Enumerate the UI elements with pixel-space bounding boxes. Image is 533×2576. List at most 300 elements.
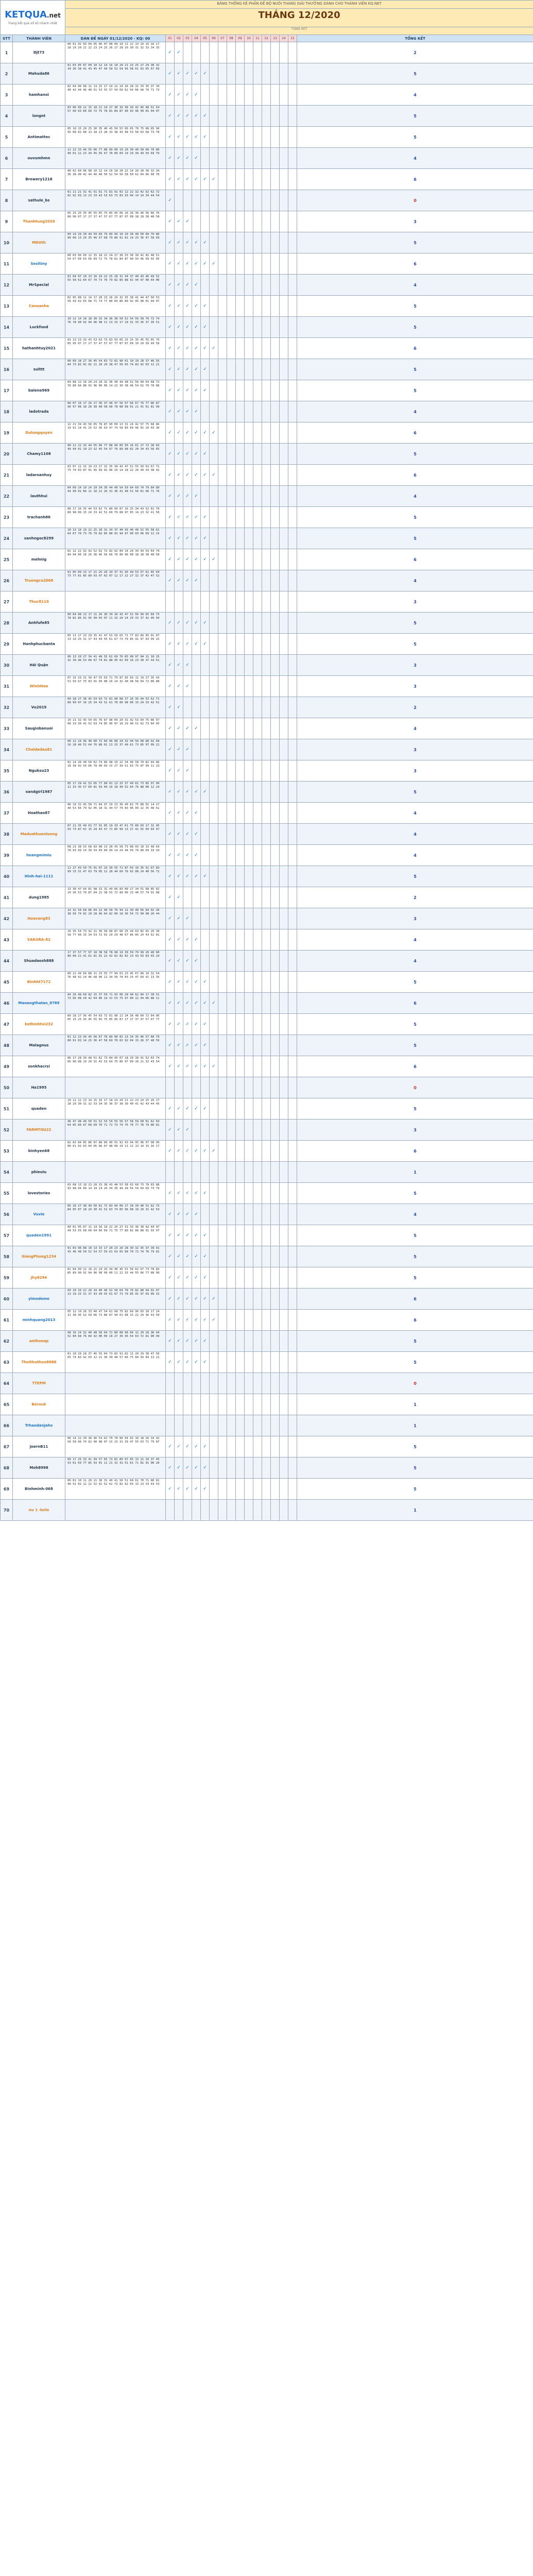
member-name-link[interactable]: ksthinhtoi232: [13, 1014, 65, 1035]
member-name-link[interactable]: mehnig: [13, 549, 65, 570]
day-mark: [280, 803, 288, 824]
number-set: 06 19 32 45 58 71 84 97 10 23 36 49 62 75 88 01 14 27 40 53 66 79 92 05 18 31 44 57 70 83 96 09 22 35 48 61: [65, 803, 166, 824]
day-mark: [227, 951, 236, 972]
day-mark: [288, 951, 297, 972]
day-mark: [236, 63, 245, 84]
day-mark: [288, 570, 297, 591]
member-name-link[interactable]: Thuc8119: [13, 591, 65, 613]
row-stt: 10: [1, 232, 13, 253]
day-mark: ✓: [166, 401, 175, 422]
day-mark: [280, 782, 288, 803]
day-mark: ✓: [192, 296, 201, 317]
row-total: 4: [297, 84, 533, 106]
day-mark: [288, 380, 297, 401]
day-mark: [236, 866, 245, 887]
day-mark: [288, 1310, 297, 1331]
day-mark: [253, 169, 262, 190]
row-total: 5: [297, 1436, 533, 1458]
day-mark: [245, 908, 253, 929]
member-name-link[interactable]: Vu2019: [13, 697, 65, 718]
day-mark: ✓: [166, 1267, 175, 1289]
day-mark: [280, 718, 288, 739]
day-mark: [271, 338, 280, 359]
member-name-link[interactable]: Binhht7172: [13, 972, 65, 993]
day-mark: ✓: [175, 253, 183, 275]
logo-area[interactable]: [1, 1, 65, 35]
day-mark: [210, 1479, 218, 1500]
day-mark: [192, 676, 201, 697]
day-mark: [218, 676, 227, 697]
member-name-link[interactable]: Hoathao87: [13, 803, 65, 824]
member-name-link[interactable]: Trhaodanjaho: [13, 1415, 65, 1436]
member-name-link[interactable]: phieuiu: [13, 1162, 65, 1183]
member-name-link[interactable]: Brewery1218: [13, 169, 65, 190]
day-mark: ✓: [175, 211, 183, 232]
day-mark: [280, 1162, 288, 1183]
member-row: [1, 655, 533, 676]
day-mark: [183, 1373, 192, 1394]
number-set: 13 30 47 64 81 98 15 32 49 66 83 00 17 34 51 68 85 02 19 36 53 70 87 04 21 38 55 72 89 06 23 40 57 74 91 08: [65, 887, 166, 908]
member-name-link[interactable]: Malagnus: [13, 1035, 65, 1056]
member-name-link[interactable]: minhquang2013: [13, 1310, 65, 1331]
day-mark: [253, 507, 262, 528]
day-mark: ✓: [183, 1225, 192, 1246]
member-name-link[interactable]: binhyen68: [13, 1141, 65, 1162]
row-total: 5: [297, 359, 533, 380]
member-row: [1, 401, 533, 422]
member-name-link[interactable]: Vuvie: [13, 1204, 65, 1225]
day-mark: [262, 84, 271, 106]
member-name-link[interactable]: Saugiobanuoi: [13, 718, 65, 739]
day-mark: [210, 1500, 218, 1521]
day-mark: ✓: [183, 1035, 192, 1056]
row-total: 6: [297, 422, 533, 444]
member-name-link[interactable]: xandgirl1987: [13, 782, 65, 803]
member-name-link[interactable]: nu 1 -bolo: [13, 1500, 65, 1521]
day-mark: [218, 275, 227, 296]
day-mark: [218, 127, 227, 148]
member-name-link[interactable]: Maoangthatao_8789: [13, 993, 65, 1014]
member-name-link[interactable]: Hoavang83: [13, 908, 65, 929]
number-set: 03 06 09 12 15 18 21 24 27 30 33 36 39 42 45 48 51 54 57 60 63 66 69 72 75 78 81 84 87 90 93 96 99 01 04 07: [65, 106, 166, 127]
row-stt: 56: [1, 1204, 13, 1225]
day-mark: [218, 1098, 227, 1120]
day-mark: [236, 1162, 245, 1183]
day-mark: [288, 1056, 297, 1077]
day-mark: [271, 465, 280, 486]
day-mark: [210, 211, 218, 232]
day-mark: ✓: [166, 1436, 175, 1458]
day-mark: ✓: [175, 634, 183, 655]
day-mark: [288, 697, 297, 718]
day-mark: [253, 444, 262, 465]
member-row: [1, 106, 533, 127]
day-mark: [218, 1246, 227, 1267]
day-mark: [236, 613, 245, 634]
day-mark: [210, 401, 218, 422]
day-mark: [210, 1077, 218, 1098]
number-set: [65, 1077, 166, 1098]
day-mark: [280, 42, 288, 63]
day-mark: [201, 1415, 210, 1436]
col-day-08: 08: [227, 35, 236, 42]
member-name-link[interactable]: Hanhphucbanta: [13, 634, 65, 655]
day-mark: [245, 866, 253, 887]
day-mark: [253, 570, 262, 591]
member-name-link[interactable]: Luckfood: [13, 317, 65, 338]
member-name-link[interactable]: sulttt: [13, 359, 65, 380]
day-mark: [236, 1225, 245, 1246]
row-stt: 28: [1, 613, 13, 634]
row-stt: 3: [1, 84, 13, 106]
day-mark: [288, 106, 297, 127]
day-mark: ✓: [201, 422, 210, 444]
day-mark: [253, 1098, 262, 1120]
day-mark: [210, 1162, 218, 1183]
member-name-link[interactable]: Hinh-hai-1111: [13, 866, 65, 887]
day-mark: [271, 739, 280, 760]
number-set: 11 22 33 44 55 66 77 88 99 00 10 20 30 40 50 60 70 80 90 01 12 23 34 45 56 67 78 89 09 19 29 39 49 59 69 79: [65, 148, 166, 169]
day-mark: ✓: [210, 1056, 218, 1077]
site-logo[interactable]: [5, 10, 61, 20]
day-mark: ✓: [192, 232, 201, 253]
day-mark: ✓: [192, 824, 201, 845]
member-name-link[interactable]: Mahuda86: [13, 63, 65, 84]
number-set: 03 08 13 18 23 28 33 38 43 48 53 58 63 68 73 78 83 88 93 98 04 09 14 19 24 29 34 39 44 49 54 59 64 69 74 79: [65, 1183, 166, 1204]
day-mark: [210, 380, 218, 401]
member-name-link[interactable]: sonkhacrsi: [13, 1056, 65, 1077]
row-total: 1: [297, 1500, 533, 1521]
day-mark: [236, 1246, 245, 1267]
day-mark: ✓: [210, 253, 218, 275]
day-mark: ✓: [166, 845, 175, 866]
day-mark: [288, 275, 297, 296]
row-total: 5: [297, 63, 533, 84]
day-mark: ✓: [192, 1246, 201, 1267]
day-mark: ✓: [175, 63, 183, 84]
number-set: 06 13 20 27 34 41 48 55 62 69 76 83 90 97 04 11 18 25 32 39 46 53 60 67 74 81 88 95 02 09 16 23 30 37 44 51: [65, 655, 166, 676]
day-mark: ✓: [192, 1141, 201, 1162]
member-name-link[interactable]: lauthhui: [13, 486, 65, 507]
day-mark: ✓: [192, 1098, 201, 1120]
day-mark: [236, 718, 245, 739]
day-mark: [175, 1394, 183, 1415]
day-mark: [280, 591, 288, 613]
day-mark: [253, 232, 262, 253]
day-mark: [227, 380, 236, 401]
day-mark: [245, 1331, 253, 1352]
number-set: 09 18 27 36 45 54 63 72 81 90 08 17 26 35 44 53 62 71 80 99 07 16 25 34 43 52 61 70 89 98 06 15 24 33 42 51: [65, 697, 166, 718]
row-stt: 17: [1, 380, 13, 401]
member-name-link[interactable]: GiangPhong1234: [13, 1246, 65, 1267]
row-total: 4: [297, 570, 533, 591]
member-name-link[interactable]: Canoanha: [13, 296, 65, 317]
member-name-link[interactable]: Moh8998: [13, 1458, 65, 1479]
member-row: [1, 127, 533, 148]
day-mark: [192, 42, 201, 63]
member-row: [1, 613, 533, 634]
day-mark: ✓: [166, 718, 175, 739]
day-mark: ✓: [201, 1267, 210, 1289]
day-mark: [262, 380, 271, 401]
member-name-link[interactable]: Ha1995: [13, 1077, 65, 1098]
day-mark: [280, 570, 288, 591]
member-name-link[interactable]: ladotrada: [13, 401, 65, 422]
row-total: 5: [297, 1035, 533, 1056]
day-mark: [245, 1098, 253, 1120]
day-mark: ✓: [201, 782, 210, 803]
member-name-link[interactable]: Truongcu2008: [13, 570, 65, 591]
day-mark: [218, 1204, 227, 1225]
member-name-link[interactable]: Thanhtung2020: [13, 211, 65, 232]
day-mark: [201, 760, 210, 782]
row-total: 0: [297, 1373, 533, 1394]
member-name-link[interactable]: Dulungquyen: [13, 422, 65, 444]
row-stt: 44: [1, 951, 13, 972]
day-mark: [253, 359, 262, 380]
col-day-06: 06: [210, 35, 218, 42]
day-mark: [245, 887, 253, 908]
day-mark: [201, 1120, 210, 1141]
member-name-link[interactable]: Shuadaosh888: [13, 951, 65, 972]
day-mark: [227, 824, 236, 845]
day-mark: ✓: [166, 1141, 175, 1162]
member-name-link[interactable]: quaden1991: [13, 1225, 65, 1246]
day-mark: [201, 275, 210, 296]
member-name-link[interactable]: hamhanoi: [13, 84, 65, 106]
day-mark: ✓: [166, 1310, 175, 1331]
row-stt: 41: [1, 887, 13, 908]
day-mark: ✓: [183, 549, 192, 570]
day-mark: [227, 1352, 236, 1373]
member-name-link[interactable]: hathanhtuy2021: [13, 338, 65, 359]
member-name-link[interactable]: balene969: [13, 380, 65, 401]
day-mark: [271, 1436, 280, 1458]
day-mark: ✓: [175, 1098, 183, 1120]
day-mark: [166, 1500, 175, 1521]
member-name-link[interactable]: Chamy1108: [13, 444, 65, 465]
member-name-link[interactable]: Chaldadau81: [13, 739, 65, 760]
day-mark: [288, 465, 297, 486]
day-mark: [253, 760, 262, 782]
member-row: [1, 1120, 533, 1141]
day-mark: [192, 760, 201, 782]
day-mark: ✓: [192, 275, 201, 296]
member-name-link[interactable]: joernB11: [13, 1436, 65, 1458]
day-mark: ✓: [201, 359, 210, 380]
day-mark: ✓: [183, 845, 192, 866]
day-mark: [201, 951, 210, 972]
day-mark: [236, 317, 245, 338]
day-mark: [288, 908, 297, 929]
day-mark: [253, 211, 262, 232]
member-name-link[interactable]: longnt: [13, 106, 65, 127]
day-mark: [227, 148, 236, 169]
day-mark: ✓: [183, 929, 192, 951]
day-mark: [227, 422, 236, 444]
member-row: [1, 676, 533, 697]
number-set: 05 17 29 41 53 65 77 89 01 13 25 37 49 61 73 85 97 09 21 33 45 57 69 81 93 04 16 28 40 52 64 76 88 00 12 24: [65, 782, 166, 803]
day-mark: ✓: [166, 655, 175, 676]
member-name-link[interactable]: Anhfufe85: [13, 613, 65, 634]
day-mark: [218, 760, 227, 782]
row-stt: 2: [1, 63, 13, 84]
day-mark: [271, 317, 280, 338]
member-name-link[interactable]: ladaroanhuy: [13, 465, 65, 486]
row-stt: 53: [1, 1141, 13, 1162]
row-total: 6: [297, 993, 533, 1014]
number-set: [65, 1162, 166, 1183]
day-mark: [288, 866, 297, 887]
day-mark: [218, 486, 227, 507]
row-total: 4: [297, 148, 533, 169]
day-mark: [271, 1458, 280, 1479]
number-set: 09 19 29 39 49 59 69 79 89 99 10 20 30 40 50 60 70 80 90 00 13 24 35 46 57 68 79 80 91 02 14 25 36 47 58 69: [65, 232, 166, 253]
day-mark: ✓: [192, 613, 201, 634]
day-mark: [236, 1204, 245, 1225]
member-row: [1, 1436, 533, 1458]
member-name-link[interactable]: Thoithuthuo8888: [13, 1352, 65, 1373]
member-name-link[interactable]: trachanh86: [13, 507, 65, 528]
day-mark: [253, 63, 262, 84]
day-mark: ✓: [166, 739, 175, 760]
day-mark: [280, 106, 288, 127]
member-name-link[interactable]: anthonap: [13, 1331, 65, 1352]
day-mark: ✓: [175, 338, 183, 359]
day-mark: [175, 190, 183, 211]
member-name-link[interactable]: MrSpecial: [13, 275, 65, 296]
day-mark: ✓: [166, 634, 175, 655]
member-name-link[interactable]: Berouk: [13, 1394, 65, 1415]
day-mark: [227, 1373, 236, 1394]
day-mark: ✓: [175, 528, 183, 549]
member-name-link[interactable]: Binhminh-068: [13, 1479, 65, 1500]
day-mark: [253, 1352, 262, 1373]
member-name-link[interactable]: Jhy8294: [13, 1267, 65, 1289]
day-mark: [218, 528, 227, 549]
day-mark: ✓: [192, 866, 201, 887]
member-name-link[interactable]: lovestories: [13, 1183, 65, 1204]
day-mark: ✓: [183, 148, 192, 169]
day-mark: [227, 1394, 236, 1415]
member-name-link[interactable]: Antimattec: [13, 127, 65, 148]
row-total: 5: [297, 106, 533, 127]
day-mark: [227, 845, 236, 866]
day-mark: [218, 697, 227, 718]
day-mark: [271, 1056, 280, 1077]
member-row: [1, 1098, 533, 1120]
member-name-link[interactable]: SAKURA-82: [13, 929, 65, 951]
day-mark: [288, 613, 297, 634]
day-mark: ✓: [183, 993, 192, 1014]
day-mark: [210, 591, 218, 613]
day-mark: [227, 1120, 236, 1141]
day-mark: ✓: [175, 296, 183, 317]
day-mark: [218, 63, 227, 84]
day-mark: [218, 1436, 227, 1458]
member-name-link[interactable]: quaden: [13, 1098, 65, 1120]
day-mark: [166, 1394, 175, 1415]
day-mark: [271, 972, 280, 993]
day-mark: [218, 1352, 227, 1373]
day-mark: [210, 444, 218, 465]
day-mark: [288, 1183, 297, 1204]
number-set: 00 02 04 06 08 10 12 14 16 18 20 22 24 26 28 30 32 34 36 38 40 42 44 46 48 50 52 54 56 58 60 62 64 66 68 70: [65, 169, 166, 190]
day-mark: [218, 1289, 227, 1310]
day-mark: [166, 1162, 175, 1183]
day-mark: [280, 1331, 288, 1352]
row-stt: 59: [1, 1267, 13, 1289]
day-mark: [201, 1373, 210, 1394]
day-mark: [280, 613, 288, 634]
member-name-link[interactable]: yimodeme: [13, 1289, 65, 1310]
member-row: [1, 993, 533, 1014]
day-mark: ✓: [166, 486, 175, 507]
day-mark: [280, 1458, 288, 1479]
day-mark: [253, 1056, 262, 1077]
row-total: 3: [297, 655, 533, 676]
number-set: 05 12 19 26 33 40 47 54 61 68 75 82 89 96 03 10 17 24 31 38 45 52 59 66 73 80 87 94 01 08 15 22 29 36 43 50: [65, 1310, 166, 1331]
member-name-link[interactable]: dung1985: [13, 887, 65, 908]
member-name-link[interactable]: Nguksu23: [13, 760, 65, 782]
row-total: 5: [297, 1246, 533, 1267]
day-mark: ✓: [175, 359, 183, 380]
member-name-link[interactable]: MDUth: [13, 232, 65, 253]
member-name-link[interactable]: sathule_bs: [13, 190, 65, 211]
member-name-link[interactable]: heangmimiu: [13, 845, 65, 866]
day-mark: ✓: [201, 169, 210, 190]
member-name-link[interactable]: FARMTOU22: [13, 1120, 65, 1141]
day-mark: ✓: [166, 84, 175, 106]
day-mark: ✓: [183, 232, 192, 253]
day-mark: ✓: [201, 106, 210, 127]
member-name-link[interactable]: Djt73: [13, 42, 65, 63]
day-mark: [245, 1183, 253, 1204]
day-mark: [227, 106, 236, 127]
day-mark: ✓: [192, 1204, 201, 1225]
member-name-link[interactable]: sanhngoc8299: [13, 528, 65, 549]
member-name-link[interactable]: Maduathuonluong: [13, 824, 65, 845]
row-total: 4: [297, 486, 533, 507]
member-name-link[interactable]: WinhHoa: [13, 676, 65, 697]
row-stt: 6: [1, 148, 13, 169]
day-mark: ✓: [166, 1352, 175, 1373]
day-mark: ✓: [175, 1056, 183, 1077]
day-mark: [271, 42, 280, 63]
day-mark: [271, 993, 280, 1014]
member-name-link[interactable]: ouvumhmn: [13, 148, 65, 169]
number-set: 00 03 06 09 12 15 18 21 24 27 30 33 36 39 42 45 48 51 54 57 60 63 66 69 72 75 78 81 84 87 90 93 96 99 02 05: [65, 253, 166, 275]
day-mark: [218, 570, 227, 591]
member-name-link[interactable]: Sexltiny: [13, 253, 65, 275]
day-mark: [271, 1394, 280, 1415]
day-mark: ✓: [201, 528, 210, 549]
day-mark: [280, 634, 288, 655]
day-mark: ✓: [201, 866, 210, 887]
day-mark: [271, 1225, 280, 1246]
day-mark: ✓: [192, 465, 201, 486]
day-mark: [288, 317, 297, 338]
member-name-link[interactable]: TTEPM: [13, 1373, 65, 1394]
day-mark: [245, 169, 253, 190]
day-mark: [227, 84, 236, 106]
day-mark: [262, 866, 271, 887]
day-mark: ✓: [201, 253, 210, 275]
member-name-link[interactable]: Hải Quận: [13, 655, 65, 676]
day-mark: [262, 359, 271, 380]
day-mark: [271, 803, 280, 824]
day-mark: [288, 1246, 297, 1267]
